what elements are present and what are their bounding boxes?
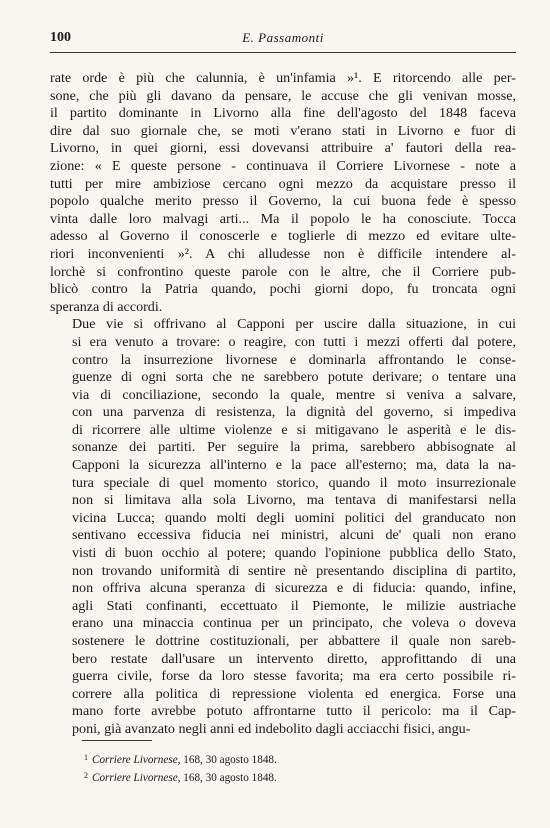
footnote-source-title: Corriere Livornese, [92, 772, 181, 784]
text-line: via di conciliazione, secondo la quale, mentre si veniva a salvare, [72, 386, 516, 403]
text-line: agli Stati confinanti, eccettuato il Piemonte, le milizie austriache [72, 597, 516, 614]
text-line: lorchè si confrontino queste parole con le altre, che il Corriere pub- [50, 263, 516, 280]
running-head: E. Passamonti [242, 30, 324, 45]
text-line: poni, già avanzato negli anni ed indebolito dagli acciacchi fisici, angu- [72, 720, 471, 737]
text-line: non trovando uniformità di sentire nè presentando disciplina di partito, [72, 562, 516, 579]
text-line: rate orde è più che calunnia, è un'infamia »¹. E ritorcendo alle per- [50, 70, 516, 86]
text-line: sone, che più gli davano da pensare, le accuse che gli venivan mosse, [50, 87, 516, 104]
text-line: Due vie si offrivano al Capponi per uscire dalla situazione, in cui [72, 316, 516, 333]
text-line: sentivano eccessiva fiducia nei ministri, alcuni de' quali non erano [72, 527, 516, 544]
text-line: Livorno, in quei giorni, essi dovevansi attribuire a' fautori della rea- [50, 140, 516, 157]
text-line: sonanze dei partiti. Per seguire la prima, sarebbero abbisognate al [72, 439, 516, 456]
text-line: con una parvenza di resistenza, la dignità del governo, si impediva [72, 404, 516, 421]
text-line: contro la insurrezione livornese e dominarla affrontando le conse- [72, 351, 516, 368]
text-line: non offriva alcuna speranza di sicurezza e di fiducia: quando, infine, [72, 580, 516, 597]
text-line: tura speciale di quel momento storico, quando il moto insurrezionale [72, 474, 516, 491]
text-line: Capponi la sicurezza all'interno e la pace all'esterno; ma, data la na- [72, 457, 516, 474]
footnote-separator [82, 740, 152, 741]
text-line: guenze di ogni sorta che ne sarebbero potute derivare; o tentare una [72, 369, 516, 386]
paragraph-1 [50, 70, 516, 316]
page-number: 100 [50, 30, 71, 45]
footnote-number: 1 [84, 753, 88, 762]
text-line: bero restate dall'usare un intervento diretto, approfittando di una [72, 650, 516, 667]
text-line: zione: « E queste persone - continuava il Corriere Livornese - note a [50, 157, 516, 174]
text-line: speranza di accordi. [50, 298, 163, 315]
text-line: vicina Lucca; quando molti degli uomini politici del granducato non [72, 509, 516, 526]
text-line: si era venuto a trovare: o reagire, con tutti i mezzi offerti dal potere, [72, 333, 516, 350]
text-line: visti di buon occhio al potere; quando l'opinione pubblica dello Stato, [72, 545, 516, 562]
text-line: guerra civile, forse da loro stesse favorita; ma era certo possibile ri- [72, 668, 516, 685]
footnote [84, 768, 484, 786]
page-header [50, 30, 516, 53]
footnote-details: 168, 30 agosto 1848. [180, 754, 277, 766]
text-line: mano forte avrebbe potuto affrontarne tutto il pericolo: ma il Cap- [72, 703, 516, 720]
text-line: sostenere le dottrine costituzionali, per abbattere il quale non sareb- [72, 633, 516, 649]
text-line: adesso al Governo il conoscerle e toglierle di mezzo ed evitare ulte- [50, 228, 516, 245]
text-line: erano una minaccia continua per un principato, che voleva o doveva [72, 615, 516, 632]
text-line: dire dal suo giornale che, se moti v'erano stati in Livorno e fuor di [50, 122, 516, 139]
text-line: blicò contro la Patria quando, pochi giorni dopo, fu troncata ogni [50, 281, 516, 298]
text-line: correre alla politica di repressione violenta ed energica. Forse una [72, 685, 516, 702]
footnote-number: 2 [84, 771, 88, 780]
footnote-source-title: Corriere Livornese, [92, 754, 181, 766]
text-line: di ricorrere alle ultime violenze e si mitigavano le asperità e le dis- [72, 421, 516, 438]
paragraph-2 [50, 316, 516, 738]
footnotes [84, 750, 484, 786]
footnote-details: 168, 30 agosto 1848. [180, 772, 277, 784]
body-text [50, 70, 516, 739]
footnote [84, 750, 484, 768]
text-line: il partito dominante in Livorno alla fine dell'agosto del 1848 faceva [50, 105, 516, 122]
text-line: tutti per mire ambiziose cercano ogni mezzo da acquistare presso il [50, 175, 516, 192]
text-line: vinta dalle loro malvagi arti... Ma il popolo le ha conosciute. Tocca [50, 210, 516, 227]
text-line: non si limitava alla sola Livorno, ma tentava di manifestarsi nella [72, 492, 516, 509]
text-line: riori inconvenienti »². A chi alludesse non è difficile intendere al- [50, 245, 516, 262]
text-line: popolo qualche merito presso il Governo, la cui buona fede è spesso [50, 193, 516, 210]
